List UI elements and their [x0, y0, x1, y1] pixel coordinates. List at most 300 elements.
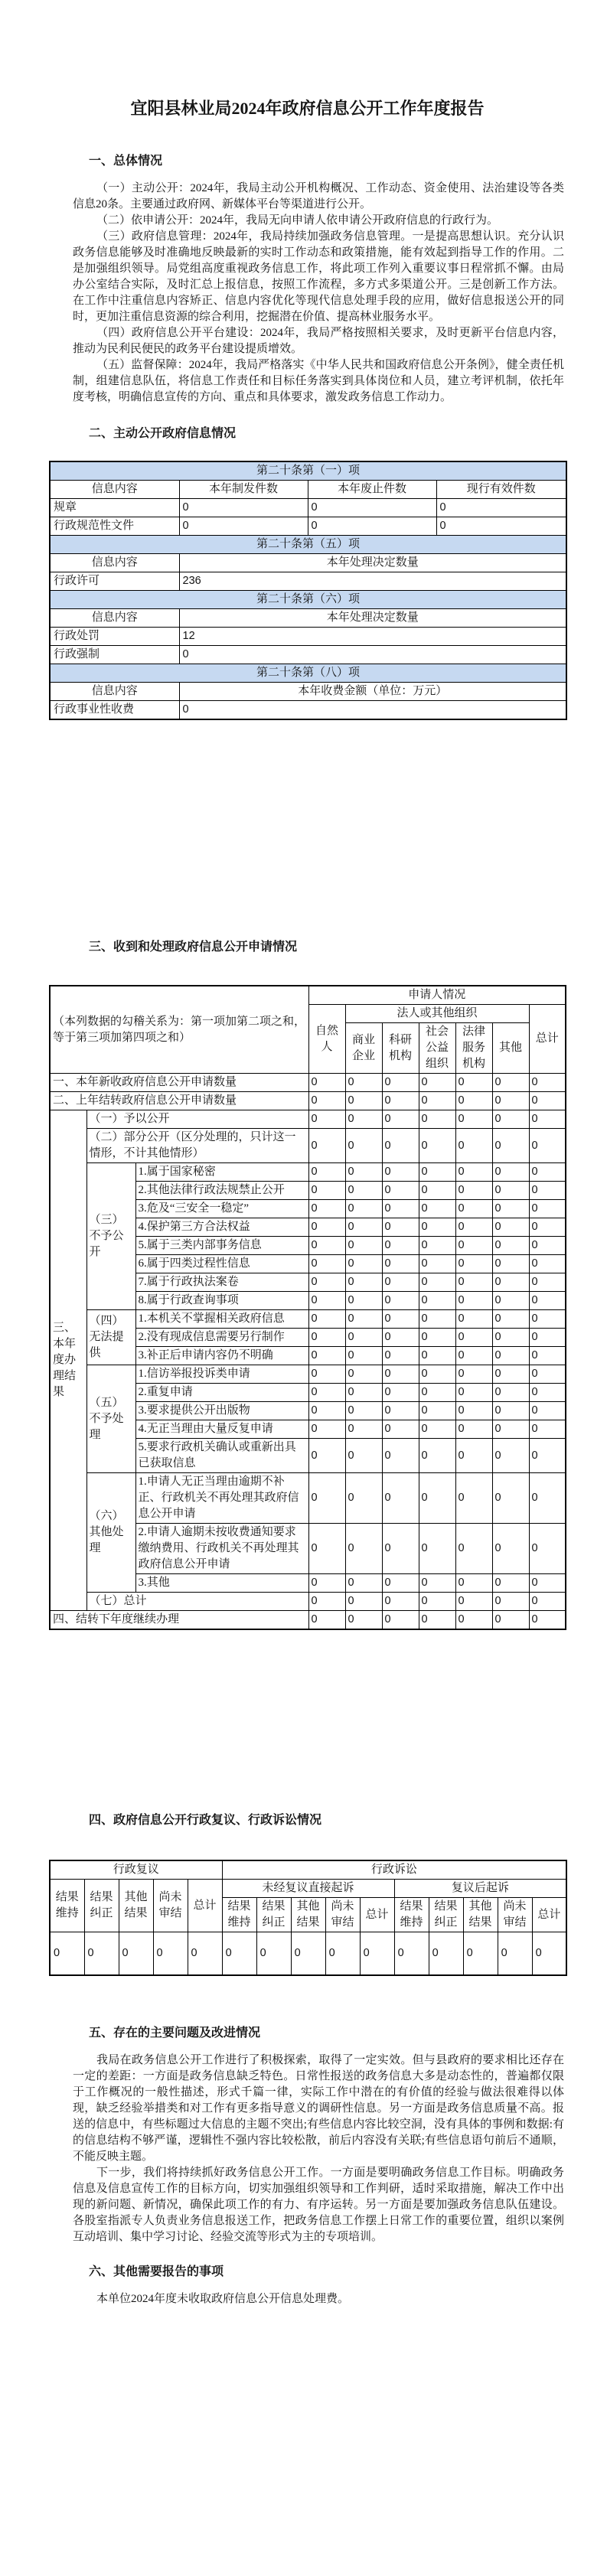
value-cell: 0: [345, 1365, 382, 1384]
column-header: 信息内容: [50, 554, 179, 572]
table-row: [50, 1163, 566, 1182]
value-cell: 0: [345, 1074, 382, 1092]
value-cell: 0: [455, 1329, 492, 1347]
column-header: 结果纠正: [84, 1880, 119, 1932]
row-label: 1.属于国家秘密: [135, 1163, 308, 1182]
column-header: 复议后起诉: [394, 1880, 566, 1898]
column-header: 本年废止件数: [308, 481, 436, 499]
row-label: 3.其他: [135, 1574, 308, 1593]
row-label: 1.信访举报投诉类申请: [135, 1365, 308, 1384]
row-label: 行政事业性收费: [50, 701, 179, 720]
value-cell: 0: [345, 1092, 382, 1110]
value-cell: 0: [382, 1439, 419, 1473]
column-header: 结果维持: [50, 1880, 84, 1932]
value-cell: 0: [308, 1255, 345, 1273]
row-label: 5.属于三类内部事务信息: [135, 1237, 308, 1255]
value-cell: 0: [492, 1329, 529, 1347]
value-cell: 0: [529, 1347, 566, 1365]
value-cell: 0: [529, 1611, 566, 1630]
row-label: 行政许可: [50, 572, 179, 591]
paragraph: 下一步，我们将持续抓好政务信息公开工作。一方面是要明确政务信息工作目标。明确政务信息及信息宣传工作的目标方向，切实加强组织领导和工作判研，适时采取措施，解决工作中出现的新问题、新情况，确保此项工作的有力、有序运转。另一方面是要加强政务信息队伍建设。各股室指派专人负责业务信息报送工作，把政务信息工作摆上日常工作的重要位置，组织以案例互动培训、集中学习讨论、经验交流等形式为主的专项培训。: [73, 2166, 564, 2243]
value-cell: 0: [529, 1439, 566, 1473]
table-row: [50, 664, 566, 683]
value-cell: 0: [492, 1200, 529, 1218]
row-label: 8.属于行政查询事项: [135, 1292, 308, 1310]
column-header: 其他: [492, 1023, 529, 1074]
value-cell: 0: [492, 1365, 529, 1384]
column-header: 现行有效件数: [436, 481, 566, 499]
value-cell: 0: [345, 1110, 382, 1129]
value-cell: 0: [492, 1574, 529, 1593]
column-header: 信息内容: [50, 481, 179, 499]
value-cell: 0: [419, 1218, 455, 1237]
value-cell: 0: [308, 1074, 345, 1092]
value-cell: 0: [308, 1273, 345, 1292]
value-cell: 0: [492, 1611, 529, 1630]
value-cell: 0: [382, 1329, 419, 1347]
column-header: 信息内容: [50, 683, 179, 701]
section-heading-overview: 一、总体情况: [89, 155, 163, 168]
value-cell: 0: [419, 1273, 455, 1292]
value-cell: 0: [308, 1524, 345, 1574]
value-cell: 0: [455, 1273, 492, 1292]
value-cell: 0: [419, 1347, 455, 1365]
table-row: [50, 536, 566, 554]
table-row: [50, 1129, 566, 1163]
column-header: 本年制发件数: [179, 481, 308, 499]
value-cell: 0: [382, 1237, 419, 1255]
value-cell: 0: [492, 1402, 529, 1420]
value-cell: 0: [419, 1182, 455, 1200]
value-cell: 0: [419, 1439, 455, 1473]
column-header: 本年处理决定数量: [179, 554, 566, 572]
value-cell: 0: [308, 1402, 345, 1420]
table-row: [50, 461, 566, 481]
column-header: 尚未审结: [498, 1898, 532, 1932]
section-heading-review-litigation: 四、政府信息公开行政复议、行政诉讼情况: [89, 1814, 322, 1827]
paragraph: 我局在政务信息公开工作进行了积极探索，取得了一定实效。但与县政府的要求相比还存在一定的差距：一方面是政务信息缺乏特色。日常性报送的政务信息大多是动态性的，普遍都仅限于工作概况的一般性描述，形式千篇一律，实际工作中潜在的有价值的经验与做法很难得以体现，缺乏经验举措类和对工作有更多指导意义的调研性信息。另一方面是政务信息质量不高。报送的信息中，有些标题过大信息的主题不突出;有些信息内容比较空洞，没有具体的事例和数据:有的信息结构不够严谨，逻辑性不强内容比较松散，前后内容没有关联;有些信息语句前后不通顺，不能反映主题。: [73, 2053, 564, 2163]
value-cell: 0: [529, 1384, 566, 1402]
value-cell: 0: [345, 1402, 382, 1420]
value-cell: 0: [345, 1273, 382, 1292]
column-header: 结果纠正: [429, 1898, 463, 1932]
column-header: 法律服务机构: [455, 1023, 492, 1074]
value-cell: 0: [308, 1200, 345, 1218]
table-row: [50, 1092, 566, 1110]
value-cell: 0: [436, 517, 566, 536]
review-litigation-table: [49, 1860, 567, 1976]
value-cell: 0: [394, 1932, 429, 1975]
value-cell: 0: [455, 1593, 492, 1611]
value-cell: 0: [308, 1384, 345, 1402]
column-header: 自然人: [308, 1005, 345, 1074]
table-row: [50, 646, 566, 664]
column-header: 信息内容: [50, 609, 179, 628]
table-row: [50, 572, 566, 591]
value-cell: 0: [345, 1163, 382, 1182]
group-label: （三）不予公开: [86, 1163, 135, 1310]
row-label: 规章: [50, 499, 179, 517]
row-label: （二）部分公开（区分处理的，只计这一情形，不计其他情形）: [86, 1129, 308, 1163]
value-cell: 0: [455, 1420, 492, 1439]
value-cell: 0: [455, 1218, 492, 1237]
value-cell: 0: [419, 1310, 455, 1329]
value-cell: 0: [492, 1292, 529, 1310]
value-cell: 0: [492, 1593, 529, 1611]
value-cell: 0: [308, 499, 436, 517]
value-cell: 0: [529, 1310, 566, 1329]
column-header: 总计: [532, 1898, 566, 1932]
table-row: [50, 481, 566, 499]
column-header: 申请人情况: [308, 986, 566, 1005]
value-cell: 0: [360, 1932, 394, 1975]
value-cell: 0: [345, 1310, 382, 1329]
value-cell: 0: [529, 1473, 566, 1524]
value-cell: 0: [345, 1200, 382, 1218]
group-label: 三、本年度办理结果: [50, 1110, 86, 1611]
value-cell: 0: [308, 1182, 345, 1200]
value-cell: 0: [50, 1932, 84, 1975]
requests-table: [49, 985, 566, 1630]
table-row: [50, 1593, 566, 1611]
row-label: （七）总计: [86, 1593, 308, 1611]
value-cell: 0: [345, 1292, 382, 1310]
value-cell: 0: [382, 1420, 419, 1439]
value-cell: 0: [345, 1473, 382, 1524]
column-header: 尚未审结: [153, 1880, 188, 1932]
table-band: 第二十条第（一）项: [50, 461, 566, 481]
value-cell: 0: [382, 1129, 419, 1163]
value-cell: 0: [419, 1473, 455, 1524]
paragraph: （五）监督保障：2024年，我局严格落实《中华人民共和国政府信息公开条例》，健全责任机制，组建信息队伍，将信息工作责任和目标任务落实到具体岗位和人员，建立考评机制，依托年度考核，明确信息宣传的方向、重点和具体要求，激发政务信息工作动力。: [73, 359, 564, 403]
value-cell: 0: [419, 1384, 455, 1402]
section-heading-proactive-disclosure: 二、主动公开政府信息情况: [89, 427, 237, 440]
column-header: 社会公益组织: [419, 1023, 455, 1074]
value-cell: 0: [419, 1255, 455, 1273]
value-cell: 0: [345, 1182, 382, 1200]
paragraph: （三）政府信息管理：2024年，我局持续加强政务信息管理。一是提高思想认识。充分认识政务信息能够及时准确地反映最新的实时工作动态和政策措施，能有效起到指导工作的作用。二是加强组织领导。局党组高度重视政务信息工作，将此项工作列入重要议事日程常抓不懈。由局办公室结合实际，及时汇总上报信息，按照工作流程，多方式多渠道公开。三是创新工作方法。在工作中注重信息内容矫正、信息内容优化等现代信息处理手段的应用，做好信息报送公开的同时，更加注重信息资源的综合利用，挖掘潜在价值、提高林业服务水平。: [73, 230, 564, 323]
value-cell: 0: [382, 1200, 419, 1218]
row-label: 6.属于四类过程性信息: [135, 1255, 308, 1273]
value-cell: 0: [529, 1420, 566, 1439]
value-cell: 0: [179, 701, 566, 720]
value-cell: 0: [308, 1365, 345, 1384]
value-cell: 0: [179, 517, 308, 536]
value-cell: 0: [455, 1402, 492, 1420]
column-header: 总计: [529, 1005, 566, 1074]
value-cell: 0: [529, 1574, 566, 1593]
value-cell: 0: [308, 1574, 345, 1593]
value-cell: 0: [382, 1384, 419, 1402]
value-cell: 0: [308, 1347, 345, 1365]
value-cell: 0: [455, 1310, 492, 1329]
value-cell: 0: [308, 1218, 345, 1237]
value-cell: 0: [308, 1329, 345, 1347]
value-cell: 0: [455, 1473, 492, 1524]
value-cell: 0: [455, 1182, 492, 1200]
column-header: 结果维持: [394, 1898, 429, 1932]
row-label: 3.要求提供公开出版物: [135, 1402, 308, 1420]
row-label: 行政处罚: [50, 628, 179, 646]
table-band: 第二十条第（八）项: [50, 664, 566, 683]
row-label: 1.申请人无正当理由逾期不补正、行政机关不再处理其政府信息公开申请: [135, 1473, 308, 1524]
value-cell: 0: [419, 1292, 455, 1310]
row-label: 5.要求行政机关确认或重新出具已获取信息: [135, 1439, 308, 1473]
value-cell: 0: [492, 1163, 529, 1182]
column-header: 科研机构: [382, 1023, 419, 1074]
value-cell: 0: [291, 1932, 325, 1975]
value-cell: 0: [382, 1218, 419, 1237]
value-cell: 0: [436, 499, 566, 517]
value-cell: 0: [188, 1932, 222, 1975]
value-cell: 0: [492, 1092, 529, 1110]
value-cell: 0: [455, 1074, 492, 1092]
table-row: [50, 986, 566, 1005]
table-row: [50, 701, 566, 720]
value-cell: 0: [455, 1129, 492, 1163]
value-cell: 0: [382, 1310, 419, 1329]
value-cell: 0: [308, 1473, 345, 1524]
value-cell: 0: [345, 1574, 382, 1593]
column-header: 行政复议: [50, 1860, 222, 1880]
table-row: [50, 628, 566, 646]
section-heading-problems: 五、存在的主要问题及改进情况: [89, 2026, 261, 2040]
value-cell: 0: [529, 1110, 566, 1129]
row-label: 一、本年新收政府信息公开申请数量: [50, 1074, 308, 1092]
value-cell: 0: [492, 1439, 529, 1473]
value-cell: 0: [529, 1200, 566, 1218]
table-row: [50, 1932, 566, 1975]
row-label: 2.申请人逾期未按收费通知要求缴纳费用、行政机关不再处理其政府信息公开申请: [135, 1524, 308, 1574]
value-cell: 0: [345, 1129, 382, 1163]
value-cell: 0: [492, 1110, 529, 1129]
value-cell: 0: [345, 1593, 382, 1611]
value-cell: 0: [382, 1074, 419, 1092]
value-cell: 0: [382, 1110, 419, 1129]
column-header: 总计: [360, 1898, 394, 1932]
column-header: 商业企业: [345, 1023, 382, 1074]
value-cell: 0: [308, 1420, 345, 1439]
value-cell: 0: [419, 1163, 455, 1182]
column-header: 本年处理决定数量: [179, 609, 566, 628]
value-cell: 0: [308, 1439, 345, 1473]
table-row: [50, 1473, 566, 1524]
table-row: [50, 1611, 566, 1630]
value-cell: 0: [179, 646, 566, 664]
value-cell: 0: [345, 1439, 382, 1473]
column-header: 本年收费金额（单位：万元）: [179, 683, 566, 701]
value-cell: 0: [419, 1365, 455, 1384]
value-cell: 0: [529, 1292, 566, 1310]
row-label: 二、上年结转政府信息公开申请数量: [50, 1092, 308, 1110]
value-cell: 0: [529, 1402, 566, 1420]
value-cell: 0: [345, 1611, 382, 1630]
section-heading-requests: 三、收到和处理政府信息公开申请情况: [89, 941, 298, 954]
value-cell: 0: [492, 1255, 529, 1273]
value-cell: 0: [492, 1384, 529, 1402]
value-cell: 0: [419, 1237, 455, 1255]
value-cell: 0: [256, 1932, 291, 1975]
value-cell: 0: [529, 1218, 566, 1237]
value-cell: 0: [529, 1074, 566, 1092]
value-cell: 0: [455, 1237, 492, 1255]
table-band: 第二十条第（六）项: [50, 591, 566, 609]
value-cell: 0: [382, 1593, 419, 1611]
value-cell: 0: [419, 1092, 455, 1110]
value-cell: 0: [345, 1384, 382, 1402]
value-cell: 0: [345, 1237, 382, 1255]
value-cell: 0: [529, 1182, 566, 1200]
row-label: 2.重复申请: [135, 1384, 308, 1402]
value-cell: 0: [455, 1365, 492, 1384]
value-cell: 0: [382, 1347, 419, 1365]
value-cell: 0: [455, 1255, 492, 1273]
column-header: 行政诉讼: [222, 1860, 566, 1880]
table-row: [50, 1880, 566, 1898]
value-cell: 0: [345, 1255, 382, 1273]
row-label: 行政强制: [50, 646, 179, 664]
column-header: 法人或其他组织: [345, 1005, 529, 1023]
table-row: [50, 1860, 566, 1880]
value-cell: 0: [222, 1932, 256, 1975]
value-cell: 0: [529, 1365, 566, 1384]
column-header: 总计: [188, 1880, 222, 1932]
table-row: [50, 683, 566, 701]
value-cell: 0: [419, 1524, 455, 1574]
value-cell: 0: [529, 1524, 566, 1574]
value-cell: 0: [492, 1074, 529, 1092]
value-cell: 0: [529, 1092, 566, 1110]
paragraph: （一）主动公开：2024年，我局主动公开机构概况、工作动态、资金使用、法治建设等各类信息20条。主要通过政府网、新媒体平台等渠道进行公开。: [73, 182, 564, 210]
value-cell: 0: [455, 1292, 492, 1310]
value-cell: 0: [308, 1611, 345, 1630]
value-cell: 0: [455, 1611, 492, 1630]
value-cell: 0: [455, 1384, 492, 1402]
row-label: 1.本机关不掌握相关政府信息: [135, 1310, 308, 1329]
value-cell: 0: [455, 1110, 492, 1129]
value-cell: 0: [455, 1439, 492, 1473]
value-cell: 0: [463, 1932, 498, 1975]
column-header: 结果纠正: [256, 1898, 291, 1932]
value-cell: 0: [455, 1574, 492, 1593]
value-cell: 0: [419, 1420, 455, 1439]
value-cell: 0: [532, 1932, 566, 1975]
value-cell: 0: [419, 1593, 455, 1611]
column-header: 尚未审结: [325, 1898, 360, 1932]
table-row: [50, 499, 566, 517]
value-cell: 0: [419, 1329, 455, 1347]
value-cell: 0: [455, 1524, 492, 1574]
value-cell: 0: [308, 1163, 345, 1182]
column-header: 其他结果: [291, 1898, 325, 1932]
group-label: （六）其他处理: [86, 1473, 135, 1593]
value-cell: 0: [419, 1200, 455, 1218]
row-label: 4.无正当理由大量反复申请: [135, 1420, 308, 1439]
value-cell: 0: [492, 1237, 529, 1255]
value-cell: 0: [308, 1310, 345, 1329]
value-cell: 0: [382, 1473, 419, 1524]
value-cell: 0: [325, 1932, 360, 1975]
table-row: [50, 1310, 566, 1329]
table-row: [50, 609, 566, 628]
group-label: （五）不予处理: [86, 1365, 135, 1473]
value-cell: 0: [345, 1347, 382, 1365]
value-cell: 0: [492, 1218, 529, 1237]
value-cell: 0: [492, 1473, 529, 1524]
value-cell: 0: [153, 1932, 188, 1975]
value-cell: 0: [382, 1182, 419, 1200]
value-cell: 0: [382, 1163, 419, 1182]
value-cell: 0: [492, 1273, 529, 1292]
row-label: 3.补正后申请内容仍不明确: [135, 1347, 308, 1365]
proactive-disclosure-table: [49, 461, 567, 720]
paragraph: 本单位2024年度未收取政府信息公开信息处理费。: [96, 2292, 350, 2305]
value-cell: 0: [345, 1218, 382, 1237]
value-cell: 0: [382, 1402, 419, 1420]
value-cell: 0: [419, 1129, 455, 1163]
value-cell: 0: [345, 1420, 382, 1439]
table-note: （本列数据的勾稽关系为：第一项加第二项之和，等于第三项加第四项之和）: [50, 986, 308, 1074]
value-cell: 0: [492, 1524, 529, 1574]
value-cell: 0: [492, 1182, 529, 1200]
value-cell: 0: [429, 1932, 463, 1975]
group-label: （四）无法提供: [86, 1310, 135, 1365]
value-cell: 0: [529, 1593, 566, 1611]
table-row: [50, 517, 566, 536]
column-header: 结果维持: [222, 1898, 256, 1932]
row-label: 行政规范性文件: [50, 517, 179, 536]
row-label: 3.危及“三安全一稳定”: [135, 1200, 308, 1218]
value-cell: 0: [455, 1347, 492, 1365]
value-cell: 0: [419, 1402, 455, 1420]
value-cell: 0: [529, 1237, 566, 1255]
value-cell: 0: [382, 1524, 419, 1574]
row-label: 4.保护第三方合法权益: [135, 1218, 308, 1237]
value-cell: 0: [382, 1092, 419, 1110]
value-cell: 0: [529, 1129, 566, 1163]
value-cell: 0: [492, 1129, 529, 1163]
column-header: 其他结果: [463, 1898, 498, 1932]
value-cell: 0: [382, 1273, 419, 1292]
table-row: [50, 591, 566, 609]
paragraph: （二）依申请公开：2024年，我局无向申请人依申请公开政府信息的行政行为。: [96, 214, 499, 227]
value-cell: 0: [308, 1092, 345, 1110]
value-cell: 0: [345, 1329, 382, 1347]
column-header: 未经复议直接起诉: [222, 1880, 394, 1898]
value-cell: 12: [179, 628, 566, 646]
value-cell: 0: [498, 1932, 532, 1975]
value-cell: 0: [308, 1237, 345, 1255]
document-title: 宜阳县林业局2024年政府信息公开工作年度报告: [130, 99, 485, 118]
value-cell: 0: [419, 1074, 455, 1092]
value-cell: 0: [492, 1310, 529, 1329]
value-cell: 0: [455, 1092, 492, 1110]
value-cell: 0: [382, 1255, 419, 1273]
section-heading-other-matters: 六、其他需要报告的事项: [89, 2265, 224, 2278]
value-cell: 0: [308, 1129, 345, 1163]
value-cell: 0: [492, 1347, 529, 1365]
table-row: [50, 554, 566, 572]
table-row: [50, 1074, 566, 1092]
column-header: 其他结果: [119, 1880, 153, 1932]
value-cell: 0: [529, 1255, 566, 1273]
table-row: [50, 1110, 566, 1129]
value-cell: 0: [419, 1110, 455, 1129]
paragraph: （四）政府信息公开平台建设：2024年，我局严格按照相关要求，及时更新平台信息内容，推动为民利民便民的政务平台建设提质增效。: [73, 327, 564, 355]
value-cell: 0: [529, 1329, 566, 1347]
table-band: 第二十条第（五）项: [50, 536, 566, 554]
value-cell: 0: [308, 517, 436, 536]
